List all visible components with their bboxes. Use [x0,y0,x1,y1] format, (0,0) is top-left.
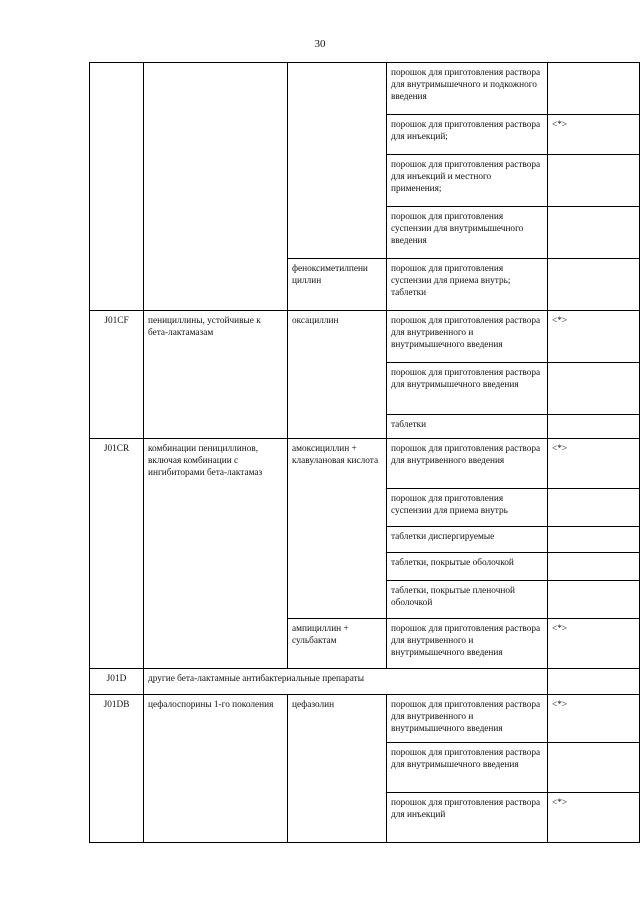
mark-cell [548,63,640,115]
mark-cell [548,581,640,619]
drug-table [89,62,640,843]
table-row [90,669,640,695]
atc-code-cell: J01DB [90,695,144,843]
mark-cell [548,155,640,207]
mark-cell [548,743,640,793]
mark-cell: <*> [548,311,640,363]
mark-cell [548,363,640,415]
dosage-form-cell: таблетки диспергируемые [387,527,548,553]
mark-cell [548,259,640,311]
group-cell: комбинации пенициллинов, включая комбинации с ингибиторами бета-лактамаз [144,439,288,669]
dosage-form-cell: порошок для приготовления раствора для внутривенного и внутримышечного введения [387,619,548,669]
mark-cell [548,207,640,259]
table-row [90,311,640,363]
dosage-form-cell: порошок для приготовления раствора для инъекций [387,793,548,843]
group-cell: другие бета-лактамные антибактериальные препараты [144,669,548,695]
dosage-form-cell: порошок для приготовления раствора для внутривенного введения [387,439,548,489]
drug-cell: феноксиметилпени циллин [288,259,387,311]
dosage-form-cell: порошок для приготовления раствора для внутривенного и внутримышечного введения [387,311,548,363]
atc-code-cell: J01CR [90,439,144,669]
dosage-form-cell: порошок для приготовления раствора для внутримышечного введения [387,363,548,415]
dosage-form-cell: порошок для приготовления раствора для внутримышечного и подкожного введения [387,63,548,115]
drug-cell [288,63,387,259]
table-row [90,63,640,115]
group-cell: пенициллины, устойчивые к бета-лактамазам [144,311,288,439]
dosage-form-cell: порошок для приготовления раствора для внутривенного и внутримышечного введения [387,695,548,743]
dosage-form-cell: таблетки, покрытые пленочной оболочкой [387,581,548,619]
group-cell [144,63,288,311]
mark-cell: <*> [548,439,640,489]
group-cell: цефалоспорины 1-го поколения [144,695,288,843]
atc-code-cell: J01CF [90,311,144,439]
atc-code-cell: J01D [90,669,144,695]
dosage-form-cell: таблетки [387,415,548,439]
mark-cell [548,527,640,553]
table-row [90,439,640,489]
table-row [90,695,640,743]
mark-cell: <*> [548,115,640,155]
dosage-form-cell: порошок для приготовления раствора для внутримышечного введения [387,743,548,793]
dosage-form-cell: порошок для приготовления суспензии для внутримышечного введения [387,207,548,259]
drug-cell: оксациллин [288,311,387,439]
mark-cell: <*> [548,695,640,743]
drug-cell: цефазолин [288,695,387,843]
mark-cell [548,669,640,695]
page-number: 30 [314,38,326,50]
mark-cell: <*> [548,793,640,843]
dosage-form-cell: порошок для приготовления суспензии для приема внутрь [387,489,548,527]
dosage-form-cell: порошок для приготовления раствора для инъекций и местного применения; [387,155,548,207]
dosage-form-cell: порошок для приготовления раствора для инъекций; [387,115,548,155]
mark-cell [548,489,640,527]
dosage-form-cell: порошок для приготовления суспензии для приема внутрь; таблетки [387,259,548,311]
mark-cell: <*> [548,619,640,669]
mark-cell [548,415,640,439]
atc-code-cell [90,63,144,311]
mark-cell [548,553,640,581]
dosage-form-cell: таблетки, покрытые оболочкой [387,553,548,581]
drug-cell: амоксициллин + клавулановая кислота [288,439,387,619]
drug-cell: ампициллин + сульбактам [288,619,387,669]
